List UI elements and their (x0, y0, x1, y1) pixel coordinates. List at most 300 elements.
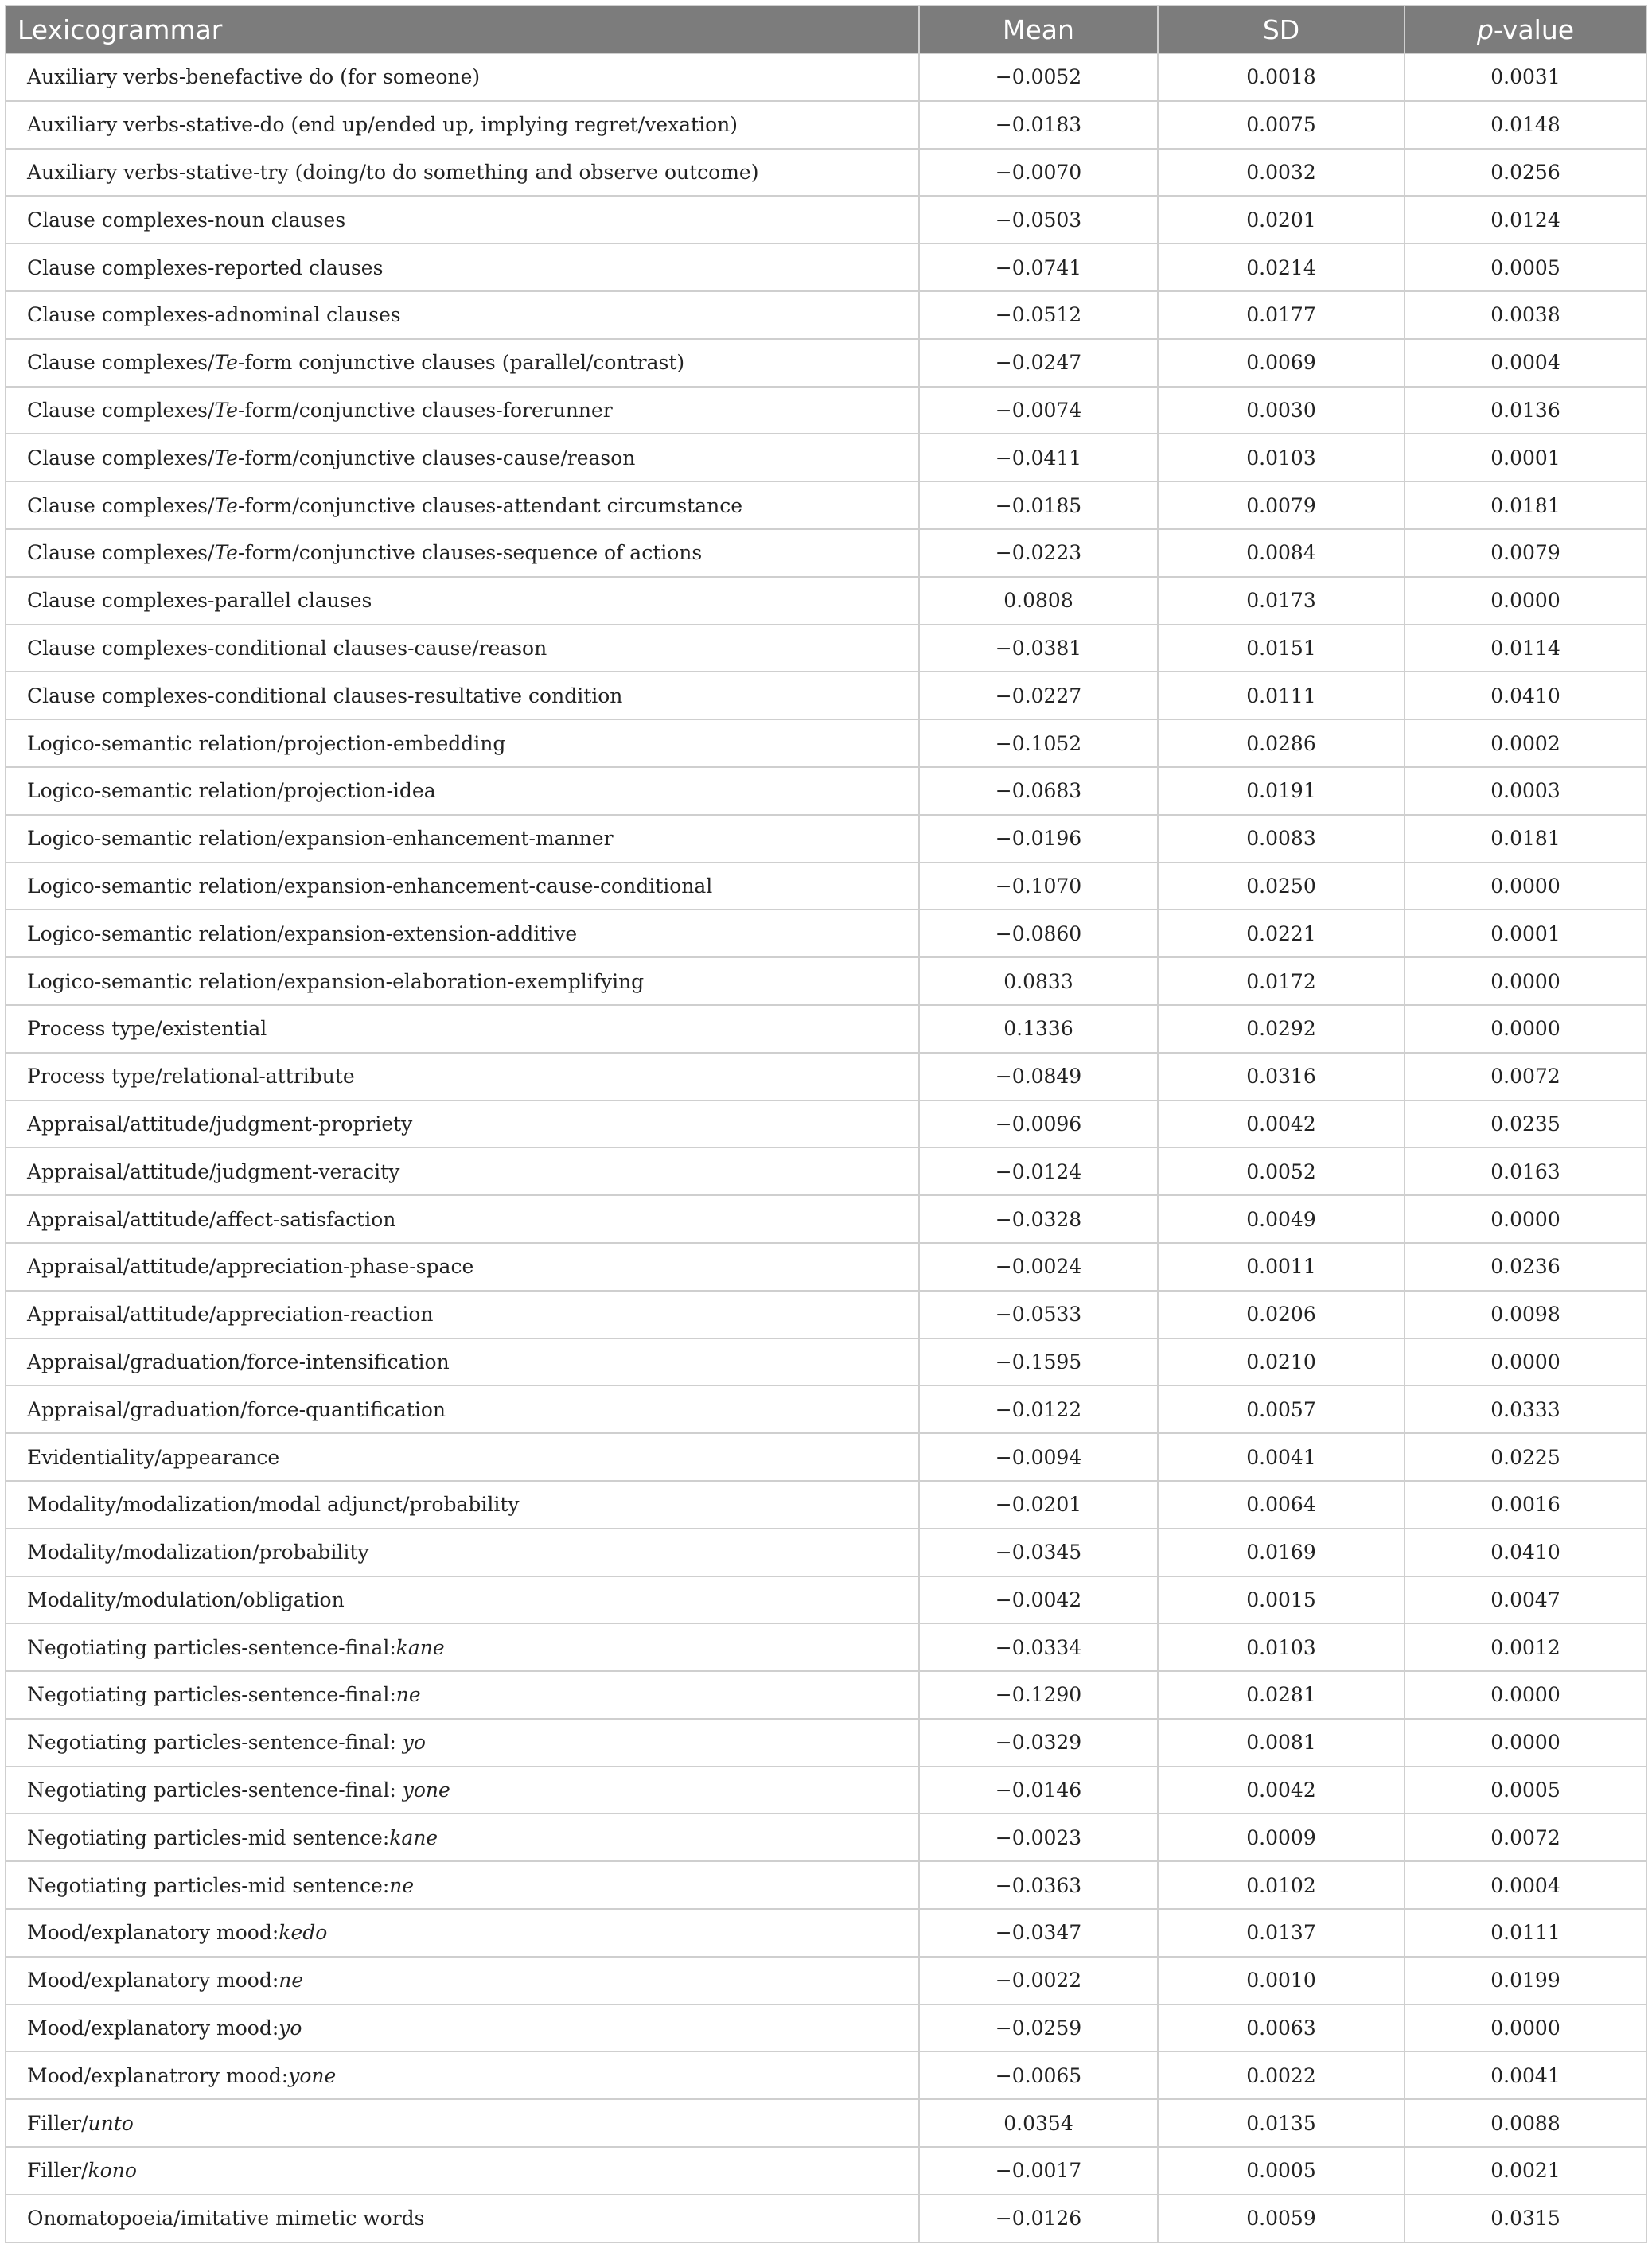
cell-mean: −0.0024 (919, 1243, 1158, 1291)
table-row (6, 1671, 1646, 1719)
cell-sd: 0.0201 (1158, 196, 1405, 244)
label-text: Filler/ (27, 2159, 88, 2183)
cell-mean: −0.0329 (919, 1719, 1158, 1767)
label-italic-term: ne (279, 1969, 304, 1993)
cell-p-value: 0.0002 (1405, 719, 1646, 767)
cell-lexicogrammar (6, 2195, 919, 2242)
cell-mean: −0.0849 (919, 1053, 1158, 1101)
cell-p-value: 0.0225 (1405, 1433, 1646, 1481)
label-text: Clause complexes-noun clauses (27, 208, 346, 232)
label-italic-term: unto (88, 2111, 134, 2135)
cell-sd: 0.0081 (1158, 1719, 1405, 1767)
cell-p-value: 0.0041 (1405, 2051, 1646, 2099)
cell-sd: 0.0075 (1158, 101, 1405, 149)
cell-lexicogrammar (6, 196, 919, 244)
label-text: Filler/ (27, 2111, 88, 2135)
cell-mean: −0.0334 (919, 1623, 1158, 1671)
cell-lexicogrammar (6, 815, 919, 863)
label-text: Onomatopoeia/imitative mimetic words (27, 2207, 425, 2230)
cell-mean: −0.0860 (919, 910, 1158, 957)
cell-mean: −0.0074 (919, 387, 1158, 434)
cell-sd: 0.0063 (1158, 2004, 1405, 2052)
cell-lexicogrammar (6, 1101, 919, 1148)
cell-mean: −0.0223 (919, 529, 1158, 577)
label-text-rest: -form/conjunctive clauses-sequence of actions (237, 541, 703, 565)
label-text: Appraisal/graduation/force-intensification (27, 1350, 450, 1373)
cell-lexicogrammar (6, 2004, 919, 2052)
label-text: Logico-semantic relation/expansion-enhancement-manner (27, 827, 614, 851)
table-row (6, 1767, 1646, 1814)
cell-sd: 0.0206 (1158, 1291, 1405, 1338)
cell-sd: 0.0172 (1158, 957, 1405, 1005)
cell-p-value: 0.0333 (1405, 1385, 1646, 1433)
table-row (6, 1957, 1646, 2004)
header-p-value (1405, 6, 1646, 53)
cell-mean: −0.1290 (919, 1671, 1158, 1719)
label-text: Negotiating particles-mid sentence: (27, 1873, 390, 1897)
cell-mean: −0.0146 (919, 1767, 1158, 1814)
table-row (6, 910, 1646, 957)
label-text: Clause complexes/ (27, 398, 215, 422)
cell-sd: 0.0191 (1158, 767, 1405, 815)
table-row (6, 957, 1646, 1005)
cell-mean: −0.0503 (919, 196, 1158, 244)
cell-lexicogrammar (6, 1147, 919, 1195)
label-text: Negotiating particles-sentence-final: (27, 1683, 396, 1707)
cell-sd: 0.0281 (1158, 1671, 1405, 1719)
cell-p-value: 0.0000 (1405, 1005, 1646, 1053)
cell-mean: −0.0042 (919, 1576, 1158, 1624)
cell-lexicogrammar (6, 434, 919, 481)
cell-sd: 0.0010 (1158, 1957, 1405, 2004)
table-row (6, 53, 1646, 101)
cell-mean: 0.0354 (919, 2099, 1158, 2147)
table-row (6, 1147, 1646, 1195)
cell-mean: −0.0052 (919, 53, 1158, 101)
label-text: Process type/existential (27, 1017, 267, 1041)
cell-sd: 0.0221 (1158, 910, 1405, 957)
cell-lexicogrammar (6, 1767, 919, 1814)
cell-mean: −0.0345 (919, 1529, 1158, 1576)
cell-p-value: 0.0098 (1405, 1291, 1646, 1338)
cell-mean: −0.0183 (919, 101, 1158, 149)
label-text: Clause complexes/ (27, 446, 215, 469)
header-p-italic: p (1476, 14, 1494, 45)
cell-lexicogrammar (6, 1814, 919, 1861)
label-text: Auxiliary verbs-stative-do (end up/ended up, implying regret/vexation) (27, 113, 738, 137)
cell-sd: 0.0103 (1158, 1623, 1405, 1671)
cell-p-value: 0.0410 (1405, 672, 1646, 719)
cell-p-value: 0.0005 (1405, 1767, 1646, 1814)
header-lexicogrammar: Lexicogrammar (6, 6, 919, 53)
label-text: Appraisal/attitude/judgment-propriety (27, 1112, 413, 1136)
label-italic-term: kane (395, 1635, 445, 1659)
cell-p-value: 0.0256 (1405, 149, 1646, 197)
label-text: Evidentiality/appearance (27, 1445, 280, 1469)
label-text: Clause complexes-conditional clauses-cause/reason (27, 636, 547, 660)
cell-p-value: 0.0031 (1405, 53, 1646, 101)
cell-mean: −0.0683 (919, 767, 1158, 815)
cell-sd: 0.0135 (1158, 2099, 1405, 2147)
cell-lexicogrammar (6, 672, 919, 719)
table-row (6, 1719, 1646, 1767)
cell-sd: 0.0059 (1158, 2195, 1405, 2242)
table-row (6, 387, 1646, 434)
table-header-row (6, 6, 1646, 53)
label-text: Logico-semantic relation/expansion-extension-additive (27, 921, 578, 945)
cell-mean: −0.1052 (919, 719, 1158, 767)
cell-lexicogrammar (6, 957, 919, 1005)
cell-sd: 0.0151 (1158, 625, 1405, 672)
cell-lexicogrammar (6, 1195, 919, 1243)
cell-lexicogrammar (6, 1243, 919, 1291)
cell-mean: −0.0259 (919, 2004, 1158, 2052)
table-row (6, 1195, 1646, 1243)
table-row (6, 767, 1646, 815)
table-row (6, 2195, 1646, 2242)
label-text: Negotiating particles-sentence-final: (27, 1779, 403, 1802)
cell-p-value: 0.0016 (1405, 1481, 1646, 1529)
label-text: Appraisal/graduation/force-quantification (27, 1397, 446, 1421)
cell-sd: 0.0250 (1158, 863, 1405, 910)
cell-mean: −0.0227 (919, 672, 1158, 719)
label-italic-term: Te (214, 351, 238, 375)
label-text: Logico-semantic relation/projection-idea (27, 779, 436, 803)
label-italic-term: Te (214, 446, 238, 469)
cell-p-value: 0.0199 (1405, 1957, 1646, 2004)
label-text: Appraisal/attitude/appreciation-phase-space (27, 1255, 474, 1279)
cell-sd: 0.0030 (1158, 387, 1405, 434)
cell-sd: 0.0169 (1158, 1529, 1405, 1576)
table-row (6, 434, 1646, 481)
label-text: Clause complexes-reported clauses (27, 255, 384, 279)
cell-lexicogrammar (6, 1957, 919, 2004)
cell-p-value: 0.0114 (1405, 625, 1646, 672)
cell-lexicogrammar (6, 767, 919, 815)
cell-sd: 0.0084 (1158, 529, 1405, 577)
cell-mean: −0.0201 (919, 1481, 1158, 1529)
cell-sd: 0.0032 (1158, 149, 1405, 197)
label-italic-term: yo (279, 2016, 302, 2040)
label-text: Modality/modulation/obligation (27, 1588, 345, 1611)
label-text: Clause complexes-adnominal clauses (27, 303, 401, 327)
cell-mean: −0.0196 (919, 815, 1158, 863)
cell-mean: −0.0096 (919, 1101, 1158, 1148)
label-text-rest: -form/conjunctive clauses-cause/reason (237, 446, 636, 469)
table-row (6, 815, 1646, 863)
cell-sd: 0.0049 (1158, 1195, 1405, 1243)
label-text: Appraisal/attitude/judgment-veracity (27, 1159, 400, 1183)
cell-mean: 0.0808 (919, 577, 1158, 625)
label-text: Process type/relational-attribute (27, 1065, 355, 1089)
cell-mean: −0.0411 (919, 434, 1158, 481)
cell-mean: −0.0126 (919, 2195, 1158, 2242)
cell-lexicogrammar (6, 719, 919, 767)
cell-mean: −0.0347 (919, 1909, 1158, 1957)
table-row (6, 1814, 1646, 1861)
cell-sd: 0.0057 (1158, 1385, 1405, 1433)
cell-p-value: 0.0111 (1405, 1909, 1646, 1957)
cell-lexicogrammar (6, 1529, 919, 1576)
cell-p-value: 0.0000 (1405, 1671, 1646, 1719)
cell-mean: −0.0363 (919, 1861, 1158, 1909)
cell-lexicogrammar (6, 481, 919, 529)
label-text: Auxiliary verbs-benefactive do (for someone) (27, 65, 481, 89)
cell-p-value: 0.0001 (1405, 434, 1646, 481)
table-row (6, 1005, 1646, 1053)
cell-p-value: 0.0005 (1405, 244, 1646, 291)
cell-mean: −0.0533 (919, 1291, 1158, 1338)
cell-mean: −0.0122 (919, 1385, 1158, 1433)
cell-p-value: 0.0235 (1405, 1101, 1646, 1148)
cell-p-value: 0.0004 (1405, 339, 1646, 387)
cell-sd: 0.0173 (1158, 577, 1405, 625)
cell-p-value: 0.0000 (1405, 957, 1646, 1005)
cell-sd: 0.0083 (1158, 815, 1405, 863)
cell-mean: −0.0124 (919, 1147, 1158, 1195)
label-text: Mood/explanatory mood: (27, 2016, 279, 2040)
table-row (6, 2051, 1646, 2099)
label-text: Negotiating particles-sentence-final: (27, 1635, 396, 1659)
label-text: Logico-semantic relation/expansion-enhancement-cause-conditional (27, 874, 713, 898)
label-text: Clause complexes/ (27, 493, 215, 517)
cell-lexicogrammar (6, 1861, 919, 1909)
cell-p-value: 0.0000 (1405, 577, 1646, 625)
table-row (6, 1385, 1646, 1433)
cell-lexicogrammar (6, 1291, 919, 1338)
table-row (6, 339, 1646, 387)
cell-sd: 0.0041 (1158, 1433, 1405, 1481)
cell-sd: 0.0015 (1158, 1576, 1405, 1624)
cell-p-value: 0.0000 (1405, 863, 1646, 910)
label-italic-term: Te (214, 541, 238, 565)
cell-p-value: 0.0181 (1405, 481, 1646, 529)
label-text-rest: -form/conjunctive clauses-forerunner (237, 398, 613, 422)
cell-sd: 0.0011 (1158, 1243, 1405, 1291)
cell-p-value: 0.0079 (1405, 529, 1646, 577)
cell-mean: 0.1336 (919, 1005, 1158, 1053)
table-row (6, 2147, 1646, 2195)
cell-sd: 0.0009 (1158, 1814, 1405, 1861)
cell-p-value: 0.0000 (1405, 1719, 1646, 1767)
table-row (6, 1623, 1646, 1671)
table-row (6, 101, 1646, 149)
cell-lexicogrammar (6, 529, 919, 577)
cell-lexicogrammar (6, 625, 919, 672)
cell-sd: 0.0042 (1158, 1767, 1405, 1814)
cell-lexicogrammar (6, 1671, 919, 1719)
table-row (6, 2004, 1646, 2052)
table-row (6, 291, 1646, 339)
label-italic-term: ne (389, 1873, 415, 1897)
cell-lexicogrammar (6, 2051, 919, 2099)
label-text: Logico-semantic relation/projection-embedding (27, 731, 506, 755)
table-row (6, 1053, 1646, 1101)
cell-p-value: 0.0236 (1405, 1243, 1646, 1291)
cell-mean: −0.0022 (919, 1957, 1158, 2004)
cell-sd: 0.0079 (1158, 481, 1405, 529)
table-body (6, 53, 1646, 2242)
cell-mean: −0.0023 (919, 1814, 1158, 1861)
cell-sd: 0.0018 (1158, 53, 1405, 101)
cell-p-value: 0.0004 (1405, 1861, 1646, 1909)
cell-lexicogrammar (6, 1433, 919, 1481)
table-row (6, 1101, 1646, 1148)
cell-lexicogrammar (6, 387, 919, 434)
table-row (6, 1529, 1646, 1576)
cell-sd: 0.0103 (1158, 434, 1405, 481)
label-text-rest: -form conjunctive clauses (parallel/contrast) (237, 351, 685, 375)
table-row (6, 625, 1646, 672)
cell-p-value: 0.0000 (1405, 2004, 1646, 2052)
cell-mean: −0.0328 (919, 1195, 1158, 1243)
cell-mean: −0.0017 (919, 2147, 1158, 2195)
label-text: Mood/explanatrory mood: (27, 2063, 289, 2087)
label-italic-term: kono (88, 2159, 137, 2183)
cell-mean: −0.0065 (919, 2051, 1158, 2099)
cell-p-value: 0.0001 (1405, 910, 1646, 957)
cell-lexicogrammar (6, 1719, 919, 1767)
cell-sd: 0.0316 (1158, 1053, 1405, 1101)
cell-mean: −0.0741 (919, 244, 1158, 291)
cell-lexicogrammar (6, 1053, 919, 1101)
table-row (6, 1576, 1646, 1624)
cell-p-value: 0.0315 (1405, 2195, 1646, 2242)
cell-p-value: 0.0012 (1405, 1623, 1646, 1671)
cell-sd: 0.0005 (1158, 2147, 1405, 2195)
table-row (6, 577, 1646, 625)
cell-sd: 0.0137 (1158, 1909, 1405, 1957)
label-text: Modality/modalization/modal adjunct/probability (27, 1493, 520, 1517)
cell-sd: 0.0102 (1158, 1861, 1405, 1909)
label-text: Negotiating particles-mid sentence: (27, 1825, 390, 1849)
label-italic-term: yone (402, 1779, 450, 1802)
label-text-rest: -form/conjunctive clauses-attendant circumstance (237, 493, 743, 517)
label-italic-term: yone (288, 2063, 337, 2087)
cell-mean: −0.0247 (919, 339, 1158, 387)
cell-lexicogrammar (6, 1338, 919, 1386)
table-row (6, 1433, 1646, 1481)
table-row (6, 149, 1646, 197)
label-text: Clause complexes/ (27, 351, 215, 375)
table-row (6, 1909, 1646, 1957)
table-row (6, 2099, 1646, 2147)
label-italic-term: yo (402, 1731, 426, 1755)
label-text: Auxiliary verbs-stative-try (doing/to do something and observe outcome) (27, 160, 759, 184)
table-row (6, 196, 1646, 244)
cell-lexicogrammar (6, 2147, 919, 2195)
cell-lexicogrammar (6, 1385, 919, 1433)
table-row (6, 1291, 1646, 1338)
label-text: Mood/explanatory mood: (27, 1969, 279, 1993)
label-italic-term: kedo (279, 1921, 328, 1945)
cell-lexicogrammar (6, 1909, 919, 1957)
cell-sd: 0.0210 (1158, 1338, 1405, 1386)
cell-mean: −0.0512 (919, 291, 1158, 339)
label-italic-term: Te (214, 398, 238, 422)
label-text: Logico-semantic relation/expansion-elaboration-exemplifying (27, 969, 645, 993)
cell-mean: −0.0070 (919, 149, 1158, 197)
cell-p-value: 0.0038 (1405, 291, 1646, 339)
cell-lexicogrammar (6, 1481, 919, 1529)
cell-sd: 0.0177 (1158, 291, 1405, 339)
table-row (6, 863, 1646, 910)
header-mean: Mean (919, 6, 1158, 53)
cell-sd: 0.0064 (1158, 1481, 1405, 1529)
label-text: Clause complexes/ (27, 541, 215, 565)
cell-sd: 0.0292 (1158, 1005, 1405, 1053)
cell-mean: −0.0094 (919, 1433, 1158, 1481)
header-sd: SD (1158, 6, 1405, 53)
cell-mean: 0.0833 (919, 957, 1158, 1005)
label-italic-term: Te (214, 493, 238, 517)
cell-lexicogrammar (6, 910, 919, 957)
cell-lexicogrammar (6, 53, 919, 101)
cell-mean: −0.1070 (919, 863, 1158, 910)
cell-sd: 0.0214 (1158, 244, 1405, 291)
table-row (6, 529, 1646, 577)
cell-p-value: 0.0088 (1405, 2099, 1646, 2147)
cell-sd: 0.0022 (1158, 2051, 1405, 2099)
cell-p-value: 0.0072 (1405, 1053, 1646, 1101)
label-text: Clause complexes-parallel clauses (27, 589, 372, 613)
cell-p-value: 0.0003 (1405, 767, 1646, 815)
table-row (6, 672, 1646, 719)
cell-p-value: 0.0181 (1405, 815, 1646, 863)
cell-p-value: 0.0148 (1405, 101, 1646, 149)
label-text: Clause complexes-conditional clauses-resultative condition (27, 684, 623, 707)
table-row (6, 1338, 1646, 1386)
cell-lexicogrammar (6, 101, 919, 149)
cell-lexicogrammar (6, 1005, 919, 1053)
cell-p-value: 0.0163 (1405, 1147, 1646, 1195)
table-row (6, 1481, 1646, 1529)
cell-lexicogrammar (6, 291, 919, 339)
cell-p-value: 0.0410 (1405, 1529, 1646, 1576)
cell-sd: 0.0286 (1158, 719, 1405, 767)
cell-mean: −0.0381 (919, 625, 1158, 672)
cell-sd: 0.0111 (1158, 672, 1405, 719)
cell-p-value: 0.0047 (1405, 1576, 1646, 1624)
cell-lexicogrammar (6, 577, 919, 625)
cell-sd: 0.0042 (1158, 1101, 1405, 1148)
table-row (6, 481, 1646, 529)
label-italic-term: ne (395, 1683, 421, 1707)
cell-sd: 0.0069 (1158, 339, 1405, 387)
header-p-rest: -value (1493, 14, 1575, 45)
label-text: Appraisal/attitude/affect-satisfaction (27, 1207, 396, 1231)
cell-lexicogrammar (6, 863, 919, 910)
cell-p-value: 0.0072 (1405, 1814, 1646, 1861)
cell-mean: −0.0185 (919, 481, 1158, 529)
cell-p-value: 0.0136 (1405, 387, 1646, 434)
cell-lexicogrammar (6, 149, 919, 197)
cell-mean: −0.1595 (919, 1338, 1158, 1386)
cell-p-value: 0.0000 (1405, 1195, 1646, 1243)
table-row (6, 244, 1646, 291)
cell-lexicogrammar (6, 1623, 919, 1671)
label-text: Modality/modalization/probability (27, 1541, 369, 1564)
cell-p-value: 0.0124 (1405, 196, 1646, 244)
label-text: Negotiating particles-sentence-final: (27, 1731, 403, 1755)
table-row (6, 719, 1646, 767)
label-text: Appraisal/attitude/appreciation-reaction (27, 1303, 434, 1327)
table-row (6, 1861, 1646, 1909)
label-italic-term: kane (389, 1825, 438, 1849)
lexicogrammar-table (5, 5, 1647, 2243)
cell-lexicogrammar (6, 2099, 919, 2147)
cell-lexicogrammar (6, 244, 919, 291)
